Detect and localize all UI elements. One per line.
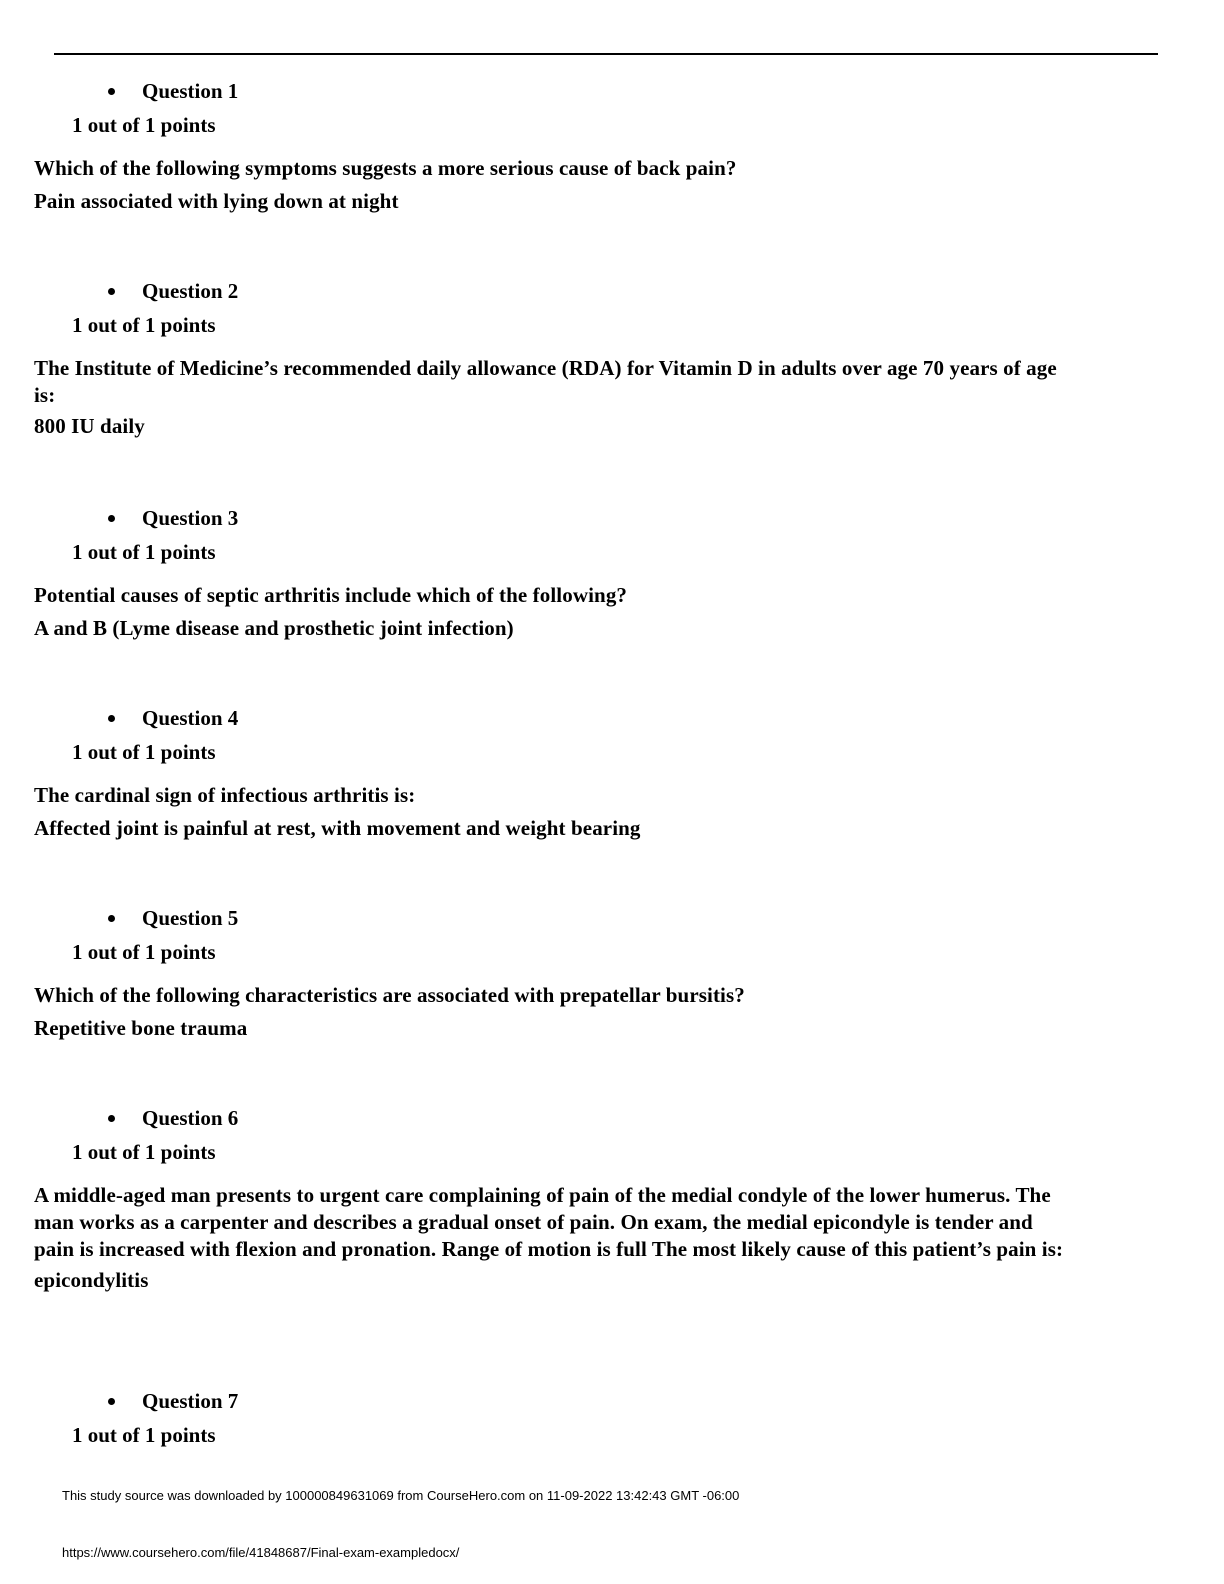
question-text: Which of the following symptoms suggests a more serious cause of back pain? [34,156,737,180]
question-heading [108,905,238,931]
bullet-icon [108,915,115,922]
question-answer: Affected joint is painful at rest, with movement and weight bearing [34,816,641,840]
question-prompt [34,155,1074,215]
question-points: 1 out of 1 points [72,940,216,964]
footer-source-line: This study source was downloaded by 100000849631069 from CourseHero.com on 11-09-2022 13:42:43 GMT -06:00 [62,1488,740,1503]
question-answer: A and B (Lyme disease and prosthetic joint infection) [34,616,514,640]
footer-url-line: https://www.coursehero.com/file/41848687/Final-exam-exampledocx/ [62,1545,460,1560]
question-heading [108,78,238,104]
question-prompt [34,782,1074,842]
top-divider [54,53,1158,55]
question-text: A middle-aged man presents to urgent care complaining of pain of the medial condyle of the lower humerus. The man works as a carpenter and describes a gradual onset of pain. On exam, the medial epicondyle is tender and pain is increased with flexion and pronation. Range of motion is full The most likely cause of this patient’s pain is: [34,1183,1064,1261]
bullet-icon [108,515,115,522]
question-text: The cardinal sign of infectious arthritis is: [34,783,416,807]
question-points: 1 out of 1 points [72,540,216,564]
question-points: 1 out of 1 points [72,313,216,337]
question-text: The Institute of Medicine’s recommended daily allowance (RDA) for Vitamin D in adults over age 70 years of age is: [34,356,1057,407]
question-points: 1 out of 1 points [72,740,216,764]
question-heading [108,1105,238,1131]
question-heading [108,505,238,531]
question-title: Question 6 [142,1106,239,1130]
question-heading [108,278,238,304]
question-title: Question 2 [142,279,239,303]
question-title: Question 7 [142,1389,239,1413]
question-text: Which of the following characteristics are associated with prepatellar bursitis? [34,983,745,1007]
question-text: Potential causes of septic arthritis include which of the following? [34,583,628,607]
bullet-icon [108,288,115,295]
question-heading [108,1388,238,1414]
bullet-icon [108,715,115,722]
question-points: 1 out of 1 points [72,113,216,137]
question-title: Question 3 [142,506,239,530]
question-title: Question 1 [142,79,239,103]
bullet-icon [108,88,115,95]
question-prompt [34,1182,1074,1294]
question-points: 1 out of 1 points [72,1423,216,1447]
question-answer: Pain associated with lying down at night [34,189,399,213]
bullet-icon [108,1398,115,1405]
question-prompt [34,582,1074,642]
question-prompt [34,982,1074,1042]
question-heading [108,705,238,731]
question-points: 1 out of 1 points [72,1140,216,1164]
question-title: Question 5 [142,906,239,930]
question-prompt [34,355,1074,440]
question-answer: Repetitive bone trauma [34,1016,248,1040]
bullet-icon [108,1115,115,1122]
question-answer: epicondylitis [34,1268,149,1292]
question-title: Question 4 [142,706,239,730]
question-answer: 800 IU daily [34,414,145,438]
